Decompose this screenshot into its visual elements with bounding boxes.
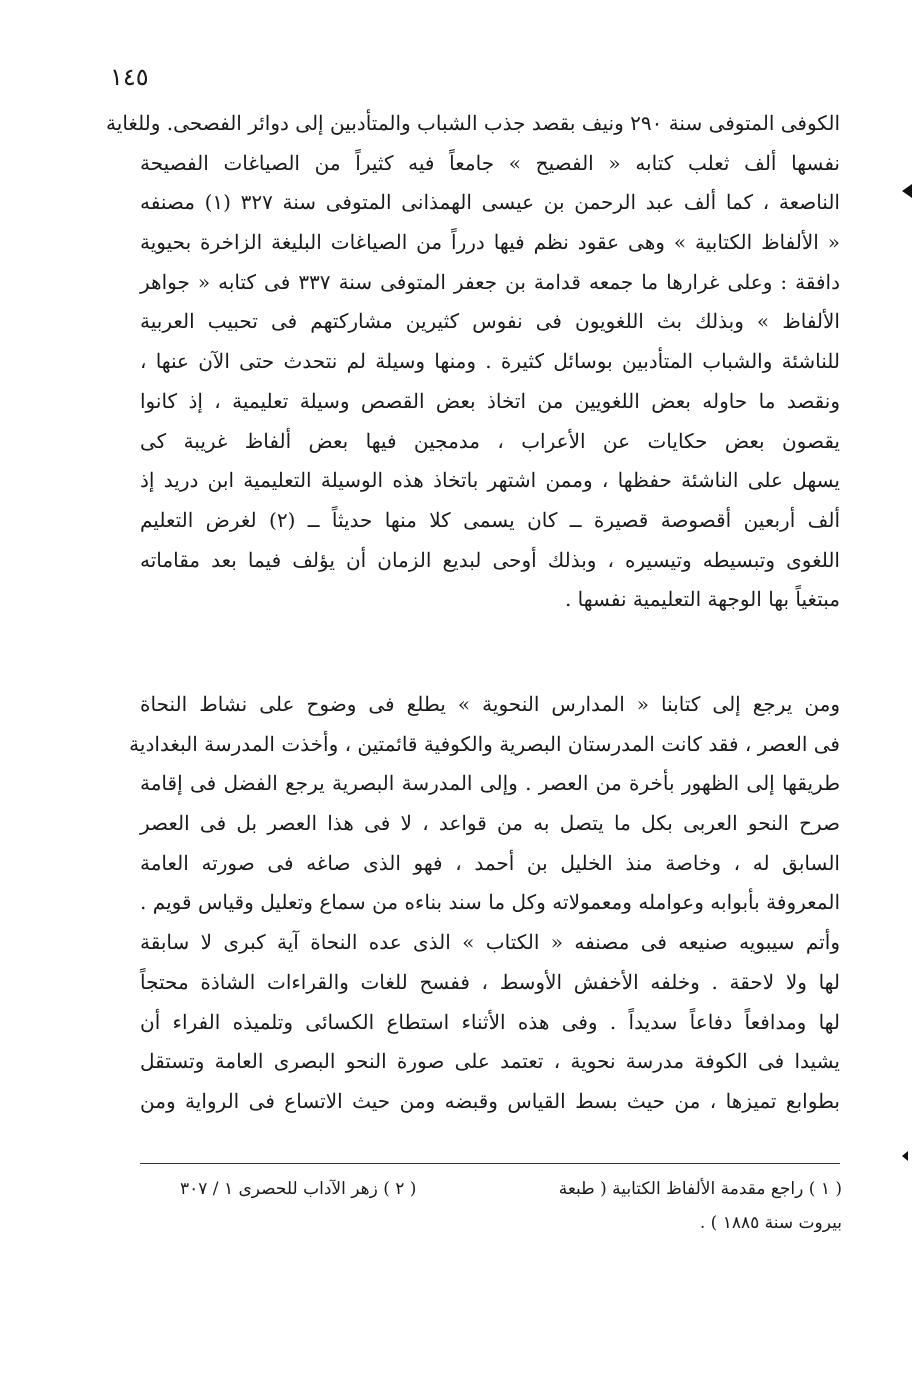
page-number: ١٤٥ — [110, 63, 149, 91]
text-line: وأتم سيبويه صنيعه فى مصنفه « الكتاب » الذى عده النحاة آية كبرى لا سابقة — [140, 930, 840, 955]
paragraph-2 — [129, 685, 840, 1122]
text-line: لها ومدافعاً دفاعاً سديداً . وفى هذه الأثناء استطاع الكسائى وتلميذه الفراء أن — [140, 1009, 840, 1034]
text-line: دافقة : وعلى غرارها ما جمعه قدامة بن جعفر المتوفى سنة ٣٣٧ فى كتابه « جواهر — [140, 269, 841, 294]
footnote-divider — [140, 1163, 840, 1164]
text-line: الكوفى المتوفى سنة ٢٩٠ ونيف بقصد جذب الشباب والمتأدبين إلى دوائر الفصحى. وللغاية — [106, 111, 840, 135]
text-line: بطوابع تميزها ، من حيث بسط القياس وقبضه ومن حيث الاتساع فى الرواية ومن — [140, 1088, 840, 1113]
text-line: « الألفاظ الكتابية » وهى عقود نظم فيها درراً من الصياغات البليغة الزاخرة بحيوية — [140, 230, 840, 255]
text-line: نفسها ألف ثعلب كتابه « الفصيح » جامعاً فيه كثيراً من الصياغات الفصيحة — [140, 150, 840, 175]
text-line: للناشئة والشباب المتأدبين بوسائل كثيرة . ومنها وسيلة لم نتحدث حتى الآن عنها ، — [140, 349, 840, 374]
text-line: ومن يرجع إلى كتابنا « المدارس النحوية » يطلع فى وضوح على نشاط النحاة — [140, 692, 840, 716]
text-line: لها ولا لاحقة . وخلفه الأخفش الأوسط ، ففسح للغات والقراءات الشاذة محتجاً — [140, 969, 840, 994]
text-line: يشيدا فى الكوفة مدرسة نحوية ، تعتمد على صورة النحو البصرى العامة وتستقل — [140, 1049, 840, 1074]
text-line: الناصعة ، كما ألف عبد الرحمن بن عيسى الهمذانى المتوفى سنة ٣٢٧ (١) مصنفه — [140, 190, 840, 215]
text-line: المعروفة بأبوابه وعوامله ومعمولاته وكل ما سند بناءه من سماع وتعليل وقياس قويم . — [140, 890, 840, 915]
footnote-2: ( ٢ ) زهر الآداب للحصرى ١ / ٣٠٧ — [180, 1179, 417, 1199]
text-line: طريقها إلى الظهور بأخرة من العصر . وإلى المدرسة البصرية يرجع الفضل فى إقامة — [140, 771, 840, 796]
page-edge-arrow-icon — [902, 1151, 908, 1161]
footnote-1-continued: بيروت سنة ١٨٨٥ ) . — [699, 1213, 842, 1233]
text-line: فى العصر ، فقد كانت المدرستان البصرية والكوفية قائمتين ، وأخذت المدرسة البغدادية — [129, 731, 840, 756]
text-line: السابق له ، وخاصة منذ الخليل بن أحمد ، فهو الذى صاغه فى صورته العامة — [140, 850, 840, 875]
footnotes — [180, 1172, 842, 1240]
footnote-row — [180, 1172, 842, 1206]
footnote-1: ( ١ ) راجع مقدمة الألفاظ الكتابية ( طبعة — [558, 1179, 842, 1199]
text-line: اللغوى وتبسيطه وتيسيره ، وبذلك أوحى لبديع الزمان أن يؤلف فيما بعد مقاماته — [140, 547, 840, 572]
text-line: الألفاظ » وبذلك بث اللغويون فى نفوس كثيرين مشاركتهم فى تحبيب العربية — [140, 309, 840, 334]
text-line: ألف أربعين أقصوصة قصيرة ــ كان يسمى كلا منها حديثاً ــ (٢) لغرض التعليم — [140, 507, 840, 532]
paragraph-1 — [106, 104, 841, 620]
text-line-last: مبتغياً بها الوجهة التعليمية نفسها . — [564, 587, 840, 612]
text-line: يسهل على الناشئة حفظها ، وممن اشتهر باتخاذ هذه الوسيلة التعليمية ابن دريد إذ — [140, 468, 840, 493]
page-edge-arrow-icon — [902, 184, 912, 198]
text-line: يقصون بعض حكايات عن الأعراب ، مدمجين فيها بعض ألفاظ غريبة كى — [140, 428, 840, 453]
text-line: صرح النحو العربى بكل ما يتصل به من قواعد ، لا فى هذا العصر بل فى العصر — [140, 811, 840, 836]
text-line: ونقصد ما حاوله بعض اللغويين من اتخاذ بعض القصص وسيلة تعليمية ، إذ كانوا — [140, 388, 840, 413]
